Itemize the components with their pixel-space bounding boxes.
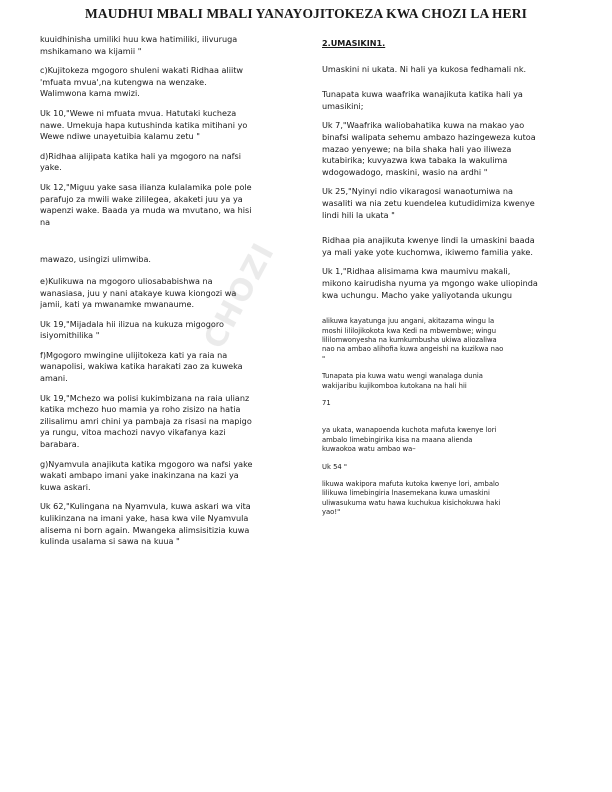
text-line: amani. bbox=[40, 373, 68, 384]
right-column bbox=[322, 38, 574, 526]
text-line: Umaskini ni ukata. Ni hali ya kukosa fedhamali nk. bbox=[322, 63, 527, 74]
paragraph bbox=[40, 65, 305, 100]
text-line: f)Mgogoro mwingine ulijitokeza kati ya raia na bbox=[40, 349, 228, 360]
text-line: lililomwonyesha na kumkumbusha ukiwa aliozaliwa bbox=[322, 335, 497, 344]
text-line: nawe. Umekuja hapa kutushinda katika mitihani yo bbox=[40, 119, 248, 130]
text-line: alikuwa kayatunga juu angani, akitazama wingu la bbox=[322, 317, 495, 326]
text-line: Uk 7,"Waafrika waliobahatika kuwa na makao yao bbox=[322, 120, 525, 131]
text-line: c)Kujitokeza mgogoro shuleni wakati Ridhaa aliitw bbox=[40, 65, 244, 76]
text-line: ya ukata, wanapoenda kuchota mafuta kwenye lori bbox=[322, 426, 497, 435]
text-line: yake. bbox=[40, 162, 62, 173]
text-line: Tunapata kuwa waafrika wanajikuta katika hali ya bbox=[322, 89, 523, 100]
paragraph bbox=[40, 319, 305, 342]
text-line: mshikamano wa kijamii " bbox=[40, 45, 142, 56]
text-line: 'mfuata mvua',na kutengwa na wenzake. bbox=[40, 76, 207, 87]
paragraph bbox=[322, 317, 574, 364]
paragraph bbox=[40, 501, 305, 547]
watermark: CHOZI bbox=[197, 236, 283, 355]
text-line: Uk 12,"Miguu yake sasa ilianza kulalamika pole pole bbox=[40, 181, 252, 192]
left-column bbox=[40, 34, 305, 556]
paragraph bbox=[322, 186, 574, 221]
text-line: yao!" bbox=[322, 508, 341, 517]
text-line: mazao yenyewe; na bila shaka hali yao iliweza bbox=[322, 143, 512, 154]
text-line: na bbox=[40, 216, 51, 227]
text-line: parafujo za mwili wake zililegea, akaketi juu ya ya bbox=[40, 193, 243, 204]
paragraph bbox=[40, 276, 305, 311]
text-line: binafsi walipata sehemu ambazo hazingeweza kutoa bbox=[322, 131, 536, 142]
text-line: Uk 1,"Ridhaa alisimama kwa maumivu makali, bbox=[322, 266, 511, 277]
paragraph bbox=[322, 426, 574, 454]
text-line: wanapolisi, wakiwa katika harakati zao za kuweka bbox=[40, 361, 243, 372]
text-line: kuwaokoa watu ambao wa– bbox=[322, 445, 416, 454]
text-line: moshi lililojikokota kwa Kedi na mbwembwe; wingu bbox=[322, 326, 497, 335]
text-line: wakati ambapo imani yake inakinzana na kazi ya bbox=[40, 470, 239, 481]
text-line: umasikini; bbox=[322, 100, 364, 111]
text-line: Uk 19,"Mijadala hii ilizua na kukuza migogoro bbox=[40, 318, 224, 329]
paragraph bbox=[322, 64, 574, 76]
text-line: kuuidhinisha umiliki huu kwa hatimiliki, ilivuruga bbox=[40, 34, 238, 44]
text-line: Ridhaa pia anajikuta kwenye lindi la umaskini baada bbox=[322, 235, 535, 246]
paragraph bbox=[40, 459, 305, 494]
text-line: wapenzi wake. Baada ya muda wa mvutano, wa hisi bbox=[40, 205, 252, 216]
paragraph bbox=[40, 393, 305, 451]
page-title: MAUDHUI MBALI MBALI YANAYOJITOKEZA KWA CHOZI LA HERI bbox=[85, 6, 527, 21]
text-line: wanasiasa, juu y nani atakaye kuwa kiongozi wa bbox=[40, 287, 237, 298]
section-heading: 2.UMASIKIN1. bbox=[322, 38, 386, 48]
paragraph bbox=[322, 89, 574, 112]
text-line: kuwa askari. bbox=[40, 481, 91, 492]
text-line: e)Kulikuwa na mgogoro uliosababishwa na bbox=[40, 275, 213, 286]
text-line: Walimwona kama mwizi. bbox=[40, 88, 140, 99]
text-line: kulinda usalama si sawa na kuua " bbox=[40, 536, 180, 547]
text-line: Uk 10,"Wewe ni mfuata mvua. Hatutaki kucheza bbox=[40, 107, 237, 118]
text-line: d)Ridhaa alijipata katika hali ya mgogoro na nafsi bbox=[40, 150, 241, 161]
text-line: Uk 62,"Kulingana na Nyamvula, kuwa askari wa vita bbox=[40, 501, 251, 512]
text-line: zilisalimu amri chini ya pambaja za risasi na mapigo bbox=[40, 415, 252, 426]
text-line: Wewe ndiwe unayetuibia kalamu zetu " bbox=[40, 131, 200, 142]
text-line: kulikinzana na imani yake, hasa kwa vile Nyamvula bbox=[40, 513, 249, 523]
paragraph bbox=[322, 463, 574, 472]
text-line: kwa uchungu. Macho yake yaliyotanda ukungu bbox=[322, 289, 512, 300]
paragraph bbox=[40, 350, 305, 385]
paragraph bbox=[40, 151, 305, 174]
text-line: Uk 54 " bbox=[322, 462, 348, 471]
page-number: 71 bbox=[322, 398, 331, 407]
text-line: likuwa wakipora mafuta kutoka kwenye lori, ambalo bbox=[322, 479, 500, 488]
paragraph bbox=[40, 34, 305, 57]
paragraph bbox=[322, 120, 574, 178]
paragraph bbox=[322, 372, 574, 391]
text-line: nao na ambao alihofia kuwa angeishi na kuzikwa nao bbox=[322, 345, 504, 354]
text-line: Tunapata pia kuwa watu wengi wanalaga dunia bbox=[322, 372, 483, 381]
text-line: wakijaribu kujikomboa kutokana na hali hii bbox=[322, 381, 467, 390]
text-line: alisema ni born again. Mwangeka alimsisitizia kuwa bbox=[40, 524, 250, 535]
text-line: wasaliti wa nia zetu kuendelea kutudidimiza kwenye bbox=[322, 197, 535, 208]
paragraph bbox=[322, 266, 574, 301]
text-line: mikono kairudisha nyuma ya mgongo wake uliopinda bbox=[322, 277, 538, 288]
text-line: Uk 19,"Mchezo wa polisi kukimbizana na raia ulianz bbox=[40, 392, 250, 403]
text-line: katika mchezo huo mamia ya roho zisizo na hatia bbox=[40, 404, 241, 415]
text-line: ya mali yake yote kuchomwa, ikiwemo familia yake. bbox=[322, 246, 533, 257]
paragraph bbox=[322, 480, 574, 518]
text-line: g)Nyamvula anajikuta katika mgogoro wa nafsi yake bbox=[40, 458, 253, 469]
text-line: " bbox=[322, 354, 326, 363]
text-line: barabara. bbox=[40, 439, 80, 450]
paragraph bbox=[40, 254, 305, 266]
text-line: Uk 25,"Nyinyi ndio vikaragosi wanaotumiwa na bbox=[322, 186, 513, 197]
text-line: ya rungu, vitoa machozi navyo vikafanya kazi bbox=[40, 427, 226, 438]
text-line: isiyomithilika " bbox=[40, 330, 100, 341]
text-line: jamii, kati ya mwanamke mwanaume. bbox=[40, 299, 195, 310]
paragraph bbox=[40, 108, 305, 143]
paragraph bbox=[40, 182, 305, 228]
text-line: ambalo limebingirika kisa na maana aliendа bbox=[322, 435, 473, 444]
text-line: wdogowadogo, maskini, wasio na ardhi " bbox=[322, 166, 488, 177]
paragraph bbox=[322, 235, 574, 258]
text-line: mawazo, usingizi ulimwiba. bbox=[40, 254, 152, 265]
text-line: uliwasukuma watu hawa kuchukua kisichokuwa haki bbox=[322, 498, 501, 507]
text-line: lilikuwa limebingiria lnasemekana kuwa umaskini bbox=[322, 489, 490, 498]
text-line: kutabirika; kuvyazwa kwa tabaka la wakulima bbox=[322, 155, 508, 166]
text-line: lindi hili la ukata " bbox=[322, 209, 395, 220]
